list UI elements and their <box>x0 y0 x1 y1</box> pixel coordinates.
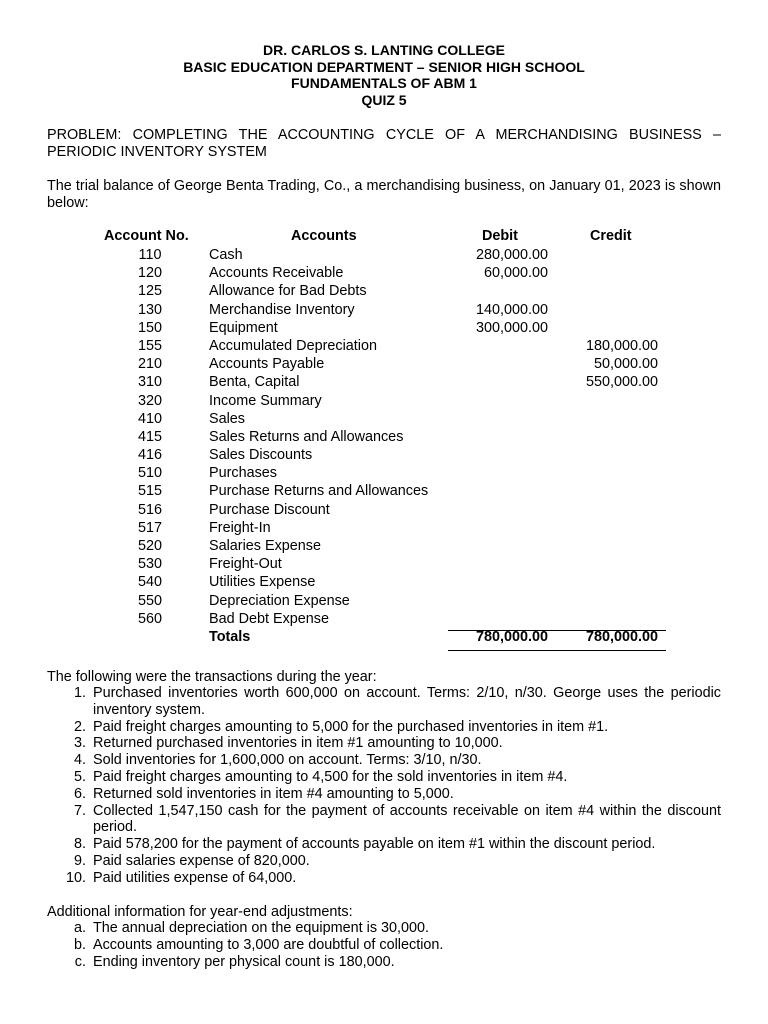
table-row <box>100 429 670 447</box>
school-name: DR. CARLOS S. LANTING COLLEGE <box>263 42 505 58</box>
transaction-number: 6. <box>73 785 86 802</box>
account-name: Bad Debt Expense <box>209 610 330 627</box>
totals-top-rule <box>448 630 666 631</box>
account-name: Sales Returns and Allowances <box>209 428 404 445</box>
account-name: Income Summary <box>209 392 322 409</box>
transaction-item <box>47 752 721 769</box>
debit-amount: 140,000.00 <box>475 301 548 318</box>
account-number: 125 <box>137 283 162 300</box>
transaction-item <box>47 836 721 853</box>
adjustments-intro: Additional information for year-end adjustments: <box>47 904 353 920</box>
account-number: 517 <box>137 519 162 536</box>
header-credit: Credit <box>590 228 632 244</box>
table-row <box>100 356 670 374</box>
totals-label: Totals <box>209 628 251 645</box>
credit-amount: 180,000.00 <box>585 337 658 354</box>
account-number: 155 <box>137 337 162 354</box>
transaction-text: Returned purchased inventories in item #1 amounting to 10,000. <box>93 735 503 752</box>
account-name: Freight-Out <box>209 556 282 573</box>
table-row <box>100 538 670 556</box>
table-row <box>100 338 670 356</box>
totals-row <box>100 629 670 647</box>
totals-bottom-rule <box>448 650 666 651</box>
transaction-item <box>47 786 721 803</box>
account-number: 130 <box>137 301 162 318</box>
table-row <box>100 465 670 483</box>
account-name: Utilities Expense <box>209 574 316 591</box>
debit-amount: 280,000.00 <box>475 247 548 263</box>
adjustment-letter: b. <box>73 936 86 953</box>
header-debit: Debit <box>482 228 518 244</box>
transaction-item <box>47 870 721 887</box>
transaction-item <box>47 735 721 752</box>
debit-amount: 60,000.00 <box>483 265 548 282</box>
header-account-no: Account No. <box>104 228 189 244</box>
transaction-text: Paid freight charges amounting to 5,000 for the purchased inventories in item #1. <box>93 718 609 735</box>
transaction-number: 7. <box>73 802 86 819</box>
account-number: 510 <box>137 465 162 482</box>
account-number: 520 <box>137 538 162 554</box>
transaction-number: 10. <box>65 869 86 886</box>
account-name: Depreciation Expense <box>209 592 350 609</box>
debit-amount: 300,000.00 <box>475 319 548 336</box>
table-row <box>100 520 670 538</box>
table-header <box>100 228 670 247</box>
transaction-text: Sold inventories for 1,600,000 on account. Terms: 3/10, n/30. <box>93 752 482 769</box>
transactions-intro: The following were the transactions during the year: <box>47 669 377 685</box>
transaction-item <box>47 853 721 870</box>
credit-amount: 50,000.00 <box>593 356 658 373</box>
table-row <box>100 411 670 429</box>
trial-balance-intro: The trial balance of George Benta Trading, Co., a merchandising business, on January 01, 2023 is shown below: <box>47 178 721 211</box>
adjustment-letter: a. <box>73 920 86 936</box>
adjustment-item <box>47 920 721 937</box>
document-header <box>0 42 768 108</box>
account-name: Accumulated Depreciation <box>209 337 377 354</box>
transaction-text: Paid 578,200 for the payment of accounts payable on item #1 within the discount period. <box>93 836 656 853</box>
table-row <box>100 611 670 629</box>
table-row <box>100 502 670 520</box>
table-row <box>100 374 670 392</box>
account-number: 410 <box>137 410 162 427</box>
transaction-item <box>47 719 721 736</box>
account-name: Sales Discounts <box>209 447 313 464</box>
transaction-text: Paid utilities expense of 64,000. <box>93 869 297 886</box>
account-number: 550 <box>137 592 162 609</box>
account-name: Purchase Returns and Allowances <box>209 483 429 500</box>
table-row <box>100 393 670 411</box>
account-name: Merchandise Inventory <box>209 301 355 318</box>
account-number: 110 <box>138 247 162 263</box>
transaction-number: 9. <box>73 852 86 869</box>
transaction-text: Paid freight charges amounting to 4,500 for the sold inventories in item #4. <box>93 768 568 785</box>
totals-credit: 780,000.00 <box>585 628 658 645</box>
transaction-number: 2. <box>73 718 86 735</box>
subject-name: FUNDAMENTALS OF ABM 1 <box>291 75 477 91</box>
transaction-number: 3. <box>73 735 86 752</box>
table-row <box>100 483 670 501</box>
account-name: Accounts Payable <box>209 356 325 373</box>
account-number: 310 <box>137 374 162 391</box>
table-row <box>100 593 670 611</box>
account-number: 120 <box>137 265 162 282</box>
table-row <box>100 556 670 574</box>
quiz-title: QUIZ 5 <box>361 91 407 108</box>
adjustment-letter: c. <box>74 953 86 970</box>
account-name: Salaries Expense <box>209 538 321 554</box>
account-number: 515 <box>137 483 162 500</box>
adjustment-item <box>47 937 721 954</box>
transactions-list <box>47 685 721 887</box>
transaction-item <box>47 769 721 786</box>
table-row <box>100 574 670 592</box>
problem-statement: PROBLEM: COMPLETING THE ACCOUNTING CYCLE OF A MERCHANDISING BUSINESS – PERIODIC INVENTORY SYSTEM <box>47 127 721 160</box>
header-accounts: Accounts <box>291 228 357 244</box>
account-number: 320 <box>137 392 162 409</box>
transaction-number: 1. <box>73 685 86 701</box>
account-name: Purchase Discount <box>209 501 330 518</box>
transaction-number: 4. <box>73 752 86 769</box>
account-name: Benta, Capital <box>209 374 300 391</box>
adjustment-text: Ending inventory per physical count is 180,000. <box>93 953 395 970</box>
account-name: Equipment <box>209 319 278 336</box>
table-row <box>100 283 670 301</box>
account-name: Accounts Receivable <box>209 265 344 282</box>
account-name: Purchases <box>209 465 277 482</box>
transaction-item <box>47 803 721 837</box>
transaction-text: Paid salaries expense of 820,000. <box>93 852 310 869</box>
account-name: Cash <box>209 247 243 263</box>
account-number: 560 <box>137 610 162 627</box>
table-body <box>100 247 670 629</box>
table-row <box>100 265 670 283</box>
account-number: 540 <box>137 574 162 591</box>
transaction-item <box>47 685 721 719</box>
adjustments-list <box>47 920 721 970</box>
adjustment-item <box>47 954 721 971</box>
account-name: Sales <box>209 410 245 427</box>
table-row <box>100 302 670 320</box>
account-number: 416 <box>137 447 162 464</box>
account-number: 415 <box>137 428 162 445</box>
account-name: Allowance for Bad Debts <box>209 283 367 300</box>
trial-balance-table <box>100 228 670 647</box>
account-number: 516 <box>137 501 162 518</box>
account-number: 210 <box>137 356 162 373</box>
department-name: BASIC EDUCATION DEPARTMENT – SENIOR HIGH SCHOOL <box>183 58 585 75</box>
account-name: Freight-In <box>209 519 271 536</box>
adjustment-text: Accounts amounting to 3,000 are doubtful of collection. <box>93 936 444 953</box>
credit-amount: 550,000.00 <box>585 374 658 391</box>
transaction-number: 8. <box>73 836 86 853</box>
transaction-text: Collected 1,547,150 cash for the payment of accounts receivable on item #4 within the discount period. <box>93 802 721 836</box>
account-number: 150 <box>137 319 162 336</box>
table-row <box>100 320 670 338</box>
transaction-number: 5. <box>73 768 86 785</box>
account-number: 530 <box>137 556 162 573</box>
adjustment-text: The annual depreciation on the equipment is 30,000. <box>93 920 430 936</box>
transaction-text: Purchased inventories worth 600,000 on account. Terms: 2/10, n/30. George uses the periodic inventory system. <box>93 685 721 718</box>
table-row <box>100 247 670 265</box>
totals-debit: 780,000.00 <box>475 628 548 645</box>
transaction-text: Returned sold inventories in item #4 amounting to 5,000. <box>93 785 454 802</box>
table-row <box>100 447 670 465</box>
